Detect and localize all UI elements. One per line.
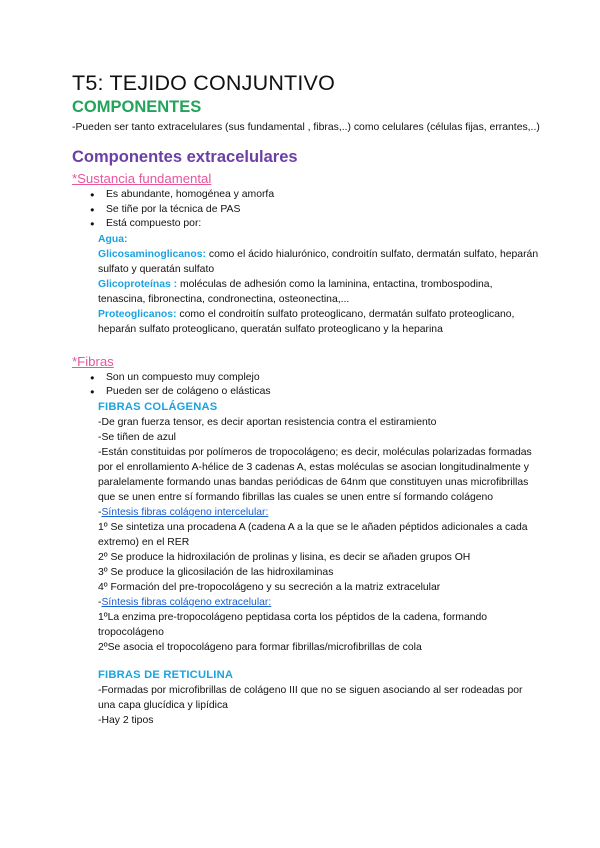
fibras-colagenas-section [72, 400, 540, 728]
glicosaminoglicanos-text: como el ácido hialurónico, condroitín sulfato, dermatán sulfato, heparán sulfato y queratán sulfato [98, 248, 539, 275]
agua-entry [98, 232, 540, 247]
sintesis-intercelular-title [98, 505, 540, 520]
proteoglicanos-text: como el condroitín sulfato proteoglicano, dermatán sulfato proteoglicano, heparán sulfato proteoglicano, queratán sulfato proteoglicano y la heparina [98, 308, 515, 335]
agua-term: Agua: [98, 233, 128, 245]
proteoglicanos-term: Proteoglicanos: [98, 308, 177, 320]
componentes-heading: COMPONENTES [72, 98, 202, 116]
colagenas-line: -Están constituidas por polímeros de tropocolágeno; es decir, moléculas polarizadas formadas por el enrollamiento A-hélice de 3 cadenas A, estas moléculas se asocian longitudinalmente y paralelamente formando unas bandas periódicas de 64nm que constituyen unas microfibrillas que se unen entre sí formando fibrillas las cuales se unen entre sí formando colágeno [98, 446, 532, 503]
glicosaminoglicanos-entry [98, 247, 540, 277]
sintesis-step: 2ºSe asocia el tropocolágeno para formar fibrillas/microfibrillas de cola [98, 641, 422, 653]
sintesis-step: 1º Se sintetiza una procadena A (cadena A a la que se le añaden péptidos adicionales a cada extremo) en el RER [98, 521, 528, 548]
list-item: ● Es abundante, homogénea y amorfa [90, 188, 540, 203]
sustancia-fundamental-heading: *Sustancia fundamental [72, 171, 212, 186]
sintesis-step: 2º Se produce la hidroxilación de prolinas y lisina, es decir se añaden grupos OH [98, 551, 471, 563]
page-title: T5: TEJIDO CONJUNTIVO [72, 71, 336, 95]
colagenas-line: -De gran fuerza tensor, es decir aportan resistencia contra el estiramiento [98, 416, 437, 428]
sintesis-intercelular-link[interactable]: Síntesis fibras colágeno intercelular: [101, 506, 269, 518]
document-page [72, 70, 540, 728]
glicosaminoglicanos-term: Glicosaminoglicanos: [98, 248, 206, 260]
fibras-heading: *Fibras [72, 353, 114, 369]
fibras-reticulina-heading: FIBRAS DE RETICULINA [98, 668, 234, 681]
fibras-colagenas-heading: FIBRAS COLÁGENAS [98, 400, 218, 413]
reticulina-line: -Formadas por microfibrillas de colágeno III que no se siguen asociando al ser rodeadas por una capa glucídica y lipídica [98, 684, 523, 711]
sustancia-components [72, 232, 540, 337]
sintesis-step: 4º Formación del pre-tropocolágeno y su secreción a la matriz extracelular [98, 581, 441, 593]
extracelulares-heading: Componentes extracelulares [72, 148, 298, 166]
dash-prefix: - [98, 506, 102, 518]
reticulina-line: -Hay 2 tipos [98, 714, 154, 726]
glicoproteinas-entry [98, 277, 540, 307]
sintesis-step: 1ºLa enzima pre-tropocolágeno peptidasa corta los péptidos de la cadena, formando tropocolágeno [98, 611, 488, 638]
proteoglicanos-entry [98, 307, 540, 337]
glicoproteinas-text: moléculas de adhesión como la laminina, entactina, trombospodina, tenascina, fibronectina, condronectina, osteonectina,... [98, 278, 493, 305]
fibras-bullet-list [72, 371, 540, 400]
glicoproteinas-term: Glicoproteínas : [98, 278, 178, 290]
colagenas-line: -Se tiñen de azul [98, 431, 176, 443]
componentes-intro: -Pueden ser tanto extracelulares (sus fundamental , fibras,..) como celulares (células fijas, errantes,..) [72, 122, 540, 133]
list-item: ● Se tiñe por la técnica de PAS [90, 203, 540, 218]
sustancia-bullet-list [72, 188, 540, 232]
sintesis-extracelular-link[interactable]: Síntesis fibras colágeno extracelular: [101, 596, 272, 608]
dash-prefix: - [98, 596, 102, 608]
sintesis-extracelular-title [98, 595, 540, 610]
sintesis-step: 3º Se produce la glicosilación de las hidroxilaminas [98, 566, 334, 578]
list-item: ● Son un compuesto muy complejo [90, 371, 540, 386]
list-item: ● Está compuesto por: [90, 217, 540, 232]
list-item: ● Pueden ser de colágeno o elásticas [90, 385, 540, 400]
